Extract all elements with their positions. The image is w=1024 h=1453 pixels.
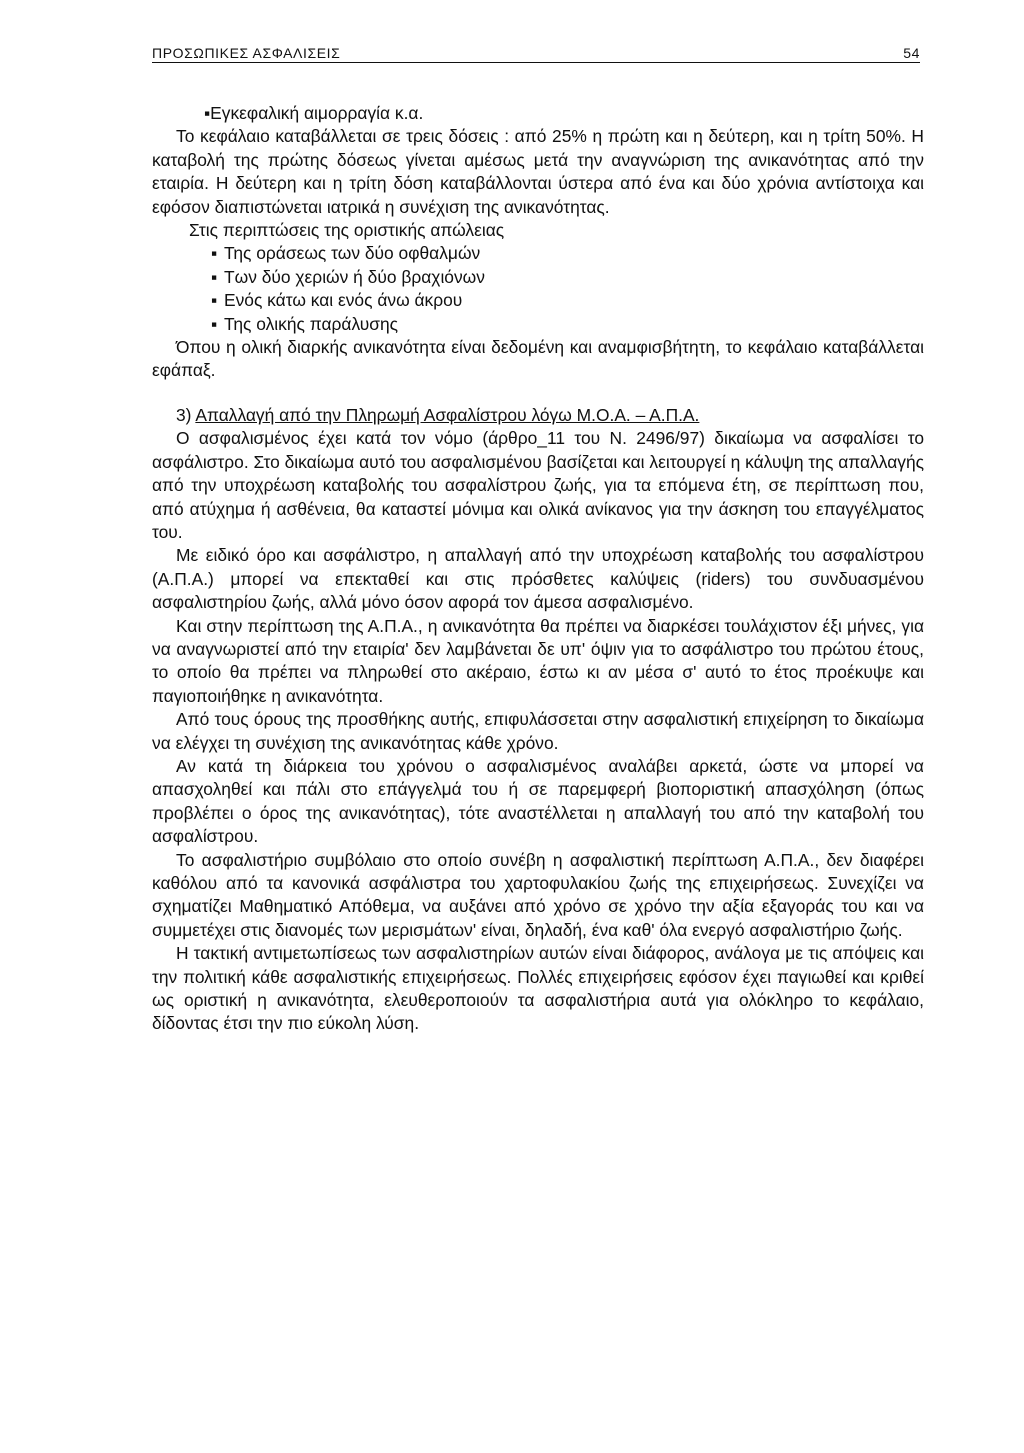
bullet-icon: ▪ bbox=[204, 103, 211, 123]
section-title: Απαλλαγή από την Πληρωμή Ασφαλίστρου λόγω Μ.Ο.Α. – Α.Π.Α. bbox=[195, 404, 700, 425]
paragraph: Ο ασφαλισμένος έχει κατά τον νόμο (άρθρο_11 του Ν. 2496/97) δικαίωμα να ασφαλίσει το ασφάλιστρο. Στο δικαίωμα αυτό του ασφαλισμένου βασίζεται και λειτουργεί η κάλυψη της απαλλαγής από την υποχρέωση καταβολής του ασφαλίστρου ζωής, για τα επόμενα έτη, σε περίπτωση που, από ατύχημα ή ασθένεια, θα καταστεί μόνιμα και ολικά ανίκανος για την άσκηση του επαγγέλματος του. bbox=[152, 428, 924, 542]
paragraph: Και στην περίπτωση της Α.Π.Α., η ανικανότητα θα πρέπει να διαρκέσει τουλάχιστον έξι μήνες, για να αναγνωριστεί από την εταιρία' δεν λαμβάνεται δε υπ' όψιν για το ασφάλιστρο του πρώτου έτους, το οποίο θα πρέπει να πληρωθεί στο ακέραιο, έστω κι αν μέσα σ' αυτό το έτος προέκυψε και παγιοποιήθηκε η ανικανότητα. bbox=[152, 615, 924, 706]
list-intro: Στις περιπτώσεις της οριστικής απώλειας bbox=[189, 220, 505, 241]
running-header bbox=[152, 44, 920, 63]
paragraph: Το ασφαλιστήριο συμβόλαιο στο οποίο συνέβη η ασφαλιστική περίπτωση Α.Π.Α., δεν διαφέρει καθόλου από τα κανονικά ασφάλιστρα του χαρτοφυλακίου ζωής της επιχειρήσεως. Συνεχίζει να σχηματίζει Μαθηματικό Απόθεμα, να αυξάνει από χρόνο σε χρόνο την αξία εξαγοράς του και να συμμετέχει στις διανομές των μερισμάτων' είναι, δηλαδή, ένα καθ' όλα ενεργό ασφαλιστήριο ζωής. bbox=[152, 849, 924, 940]
body-text bbox=[152, 102, 924, 1036]
list-item: ▪ Ενός κάτω και ενός άνω άκρου bbox=[211, 289, 924, 312]
section-number: 3) bbox=[176, 404, 192, 425]
paragraph: Με ειδικό όρο και ασφάλιστρο, η απαλλαγή από την υποχρέωση καταβολής του ασφαλίστρου (Α.Π.Α.) μπορεί να επεκταθεί και στις πρόσθετες καλύψεις (riders) του συνδυασμένου ασφαλιστηρίου ζωής, αλλά μόνο όσον αφορά τον άμεσα ασφαλισμένο. bbox=[152, 545, 924, 613]
list-item: ▪ Της οράσεως των δύο οφθαλμών bbox=[211, 242, 924, 265]
paragraph: Από τους όρους της προσθήκης αυτής, επιφυλάσσεται στην ασφαλιστική επιχείρηση το δικαίωμα να ελέγχει τη συνέχιση της ανικανότητας κάθε χρόνο. bbox=[152, 709, 924, 753]
bullet-line bbox=[152, 102, 924, 125]
paragraph: Η τακτική αντιμετωπίσεως των ασφαλιστηρίων αυτών είναι διάφορος, ανάλογα με τις απόψεις και την πολιτική κάθε ασφαλιστικής επιχειρήσεως. Πολλές επιχειρήσεις εφόσον έχει παγιωθεί και κριθεί ως οριστική η ανικανότητα, ελευθεροποιούν τα ασφαλιστήρια αυτά για ολόκληρο το κεφάλαιο, δίδοντας έτσι την πιο εύκολη λύση. bbox=[152, 943, 924, 1034]
paragraph-capital-installments: Το κεφάλαιο καταβάλλεται σε τρεις δόσεις : από 25% η πρώτη και η δεύτερη, και η τρίτη 50%. Η καταβολή της πρώτης δόσεως γίνεται αμέσως μετά την αναγνώριση της ανικανότητας από την εταιρία. Η δεύτερη και η τρίτη δόση καταβάλλονται ύστερα από ένα και δύο χρόνια αντίστοιχα και εφόσον διαπιστώνεται ιατρικά η συνέχιση της ανικανότητας. bbox=[152, 126, 924, 217]
page-number: 54 bbox=[903, 45, 920, 61]
header-section-title: ΠΡΟΣΩΠΙΚΕΣ ΑΣΦΑΛΙΣΕΙΣ bbox=[152, 45, 341, 61]
list-item: ▪ Των δύο χεριών ή δύο βραχιόνων bbox=[211, 266, 924, 289]
list-outro: Όπου η ολική διαρκής ανικανότητα είναι δεδομένη και αναμφισβήτητη, το κεφάλαιο καταβάλλεται εφάπαξ. bbox=[152, 337, 924, 381]
paragraph: Αν κατά τη διάρκεια του χρόνου ο ασφαλισμένος αναλάβει αρκετά, ώστε να μπορεί να απασχοληθεί και πάλι στο επάγγελμά του ή σε παρεμφερή βιοποριστική απασχόληση (όπως προβλέπει ο όρος της ανικανότητας), τότε αναστέλλεται η απαλλαγή του από την καταβολή του ασφαλίστρου. bbox=[152, 755, 924, 847]
loss-cases-list bbox=[152, 242, 924, 336]
list-item: ▪ Της ολικής παράλυσης bbox=[211, 313, 924, 336]
section-heading bbox=[152, 404, 924, 427]
bullet-text: Εγκεφαλική αιμορραγία κ.α. bbox=[210, 103, 424, 123]
